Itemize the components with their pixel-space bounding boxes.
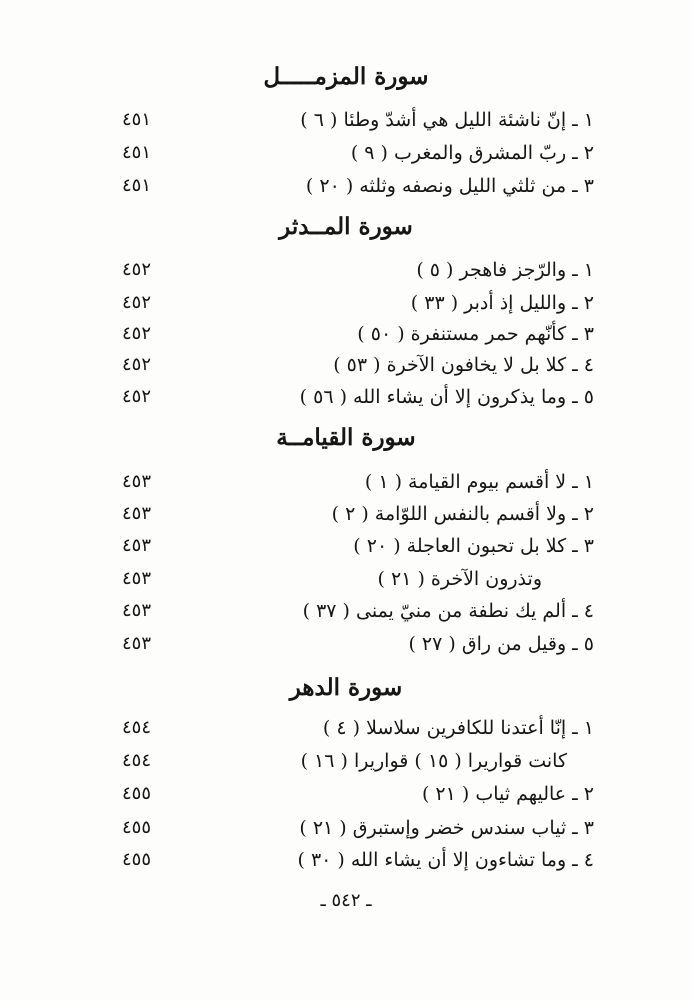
index-entry (0, 812, 692, 844)
page-number: ـ ٥٤٢ ـ (320, 890, 372, 911)
entry-text: ٣ ـ كلا بل تحبون العاجلة ( ٢٠ ) (353, 535, 594, 557)
entry-text: ٢ ـ ربّ المشرق والمغرب ( ٩ ) (350, 142, 594, 164)
index-entry (0, 595, 692, 627)
index-entry (0, 318, 692, 350)
entry-page-number: ٤٥٢ (122, 354, 152, 375)
index-entry (0, 498, 692, 530)
entry-text: ١ ـ لا أقسم بيوم القيامة ( ١ ) (364, 471, 594, 493)
section-title-muzzammil: سورة المزمـــــل (263, 63, 429, 90)
index-entry (0, 778, 692, 810)
entry-page-number: ٤٥٣ (122, 568, 152, 589)
entry-text: ١ ـ إنّ ناشئة الليل هي أشدّ وطئا ( ٦ ) (300, 109, 594, 131)
entry-text: ٥ ـ وقيل من راق ( ٢٧ ) (408, 633, 594, 655)
index-entry (0, 530, 692, 562)
section-title-dahr: سورة الدهر (289, 674, 403, 701)
entry-text: ٤ ـ ألم يك نطفة من منيّ يمنى ( ٣٧ ) (302, 600, 594, 622)
index-entry (0, 287, 692, 319)
entry-page-number: ٤٥٢ (122, 323, 152, 344)
entry-page-number: ٤٥٣ (122, 471, 152, 492)
entry-page-number: ٤٥١ (122, 175, 152, 196)
index-entry (0, 844, 692, 876)
entry-page-number: ٤٥٥ (122, 817, 152, 838)
entry-page-number: ٤٥٤ (122, 750, 152, 771)
entry-text: ٤ ـ كلا بل لا يخافون الآخرة ( ٥٣ ) (333, 354, 594, 376)
entry-page-number: ٤٥٤ (122, 717, 152, 738)
entry-text: ٣ ـ ثياب سندس خضر وإستبرق ( ٢١ ) (299, 817, 594, 839)
index-entry-continuation (0, 563, 692, 595)
entry-text: ٢ ـ عاليهم ثياب ( ٢١ ) (421, 783, 594, 805)
entry-page-number: ٤٥١ (122, 142, 152, 163)
entry-page-number: ٤٥٣ (122, 503, 152, 524)
index-entry (0, 628, 692, 660)
index-entry (0, 712, 692, 744)
index-entry (0, 466, 692, 498)
entry-page-number: ٤٥٢ (122, 386, 152, 407)
section-title-muddaththir: سورة المــدثر (279, 213, 413, 240)
entry-page-number: ٤٥٢ (122, 259, 152, 280)
index-entry-continuation (0, 745, 692, 777)
entry-text: ٥ ـ وما يذكرون إلا أن يشاء الله ( ٥٦ ) (299, 386, 594, 408)
entry-text: كانت قواريرا ( ١٥ ) قواريرا ( ١٦ ) (300, 750, 567, 772)
entry-text: ٤ ـ وما تشاءون إلا أن يشاء الله ( ٣٠ ) (297, 849, 594, 871)
entry-text: ٣ ـ من ثلثي الليل ونصفه وثلثه ( ٢٠ ) (305, 175, 594, 197)
index-entry (0, 137, 692, 169)
index-entry (0, 349, 692, 381)
section-title-qiyamah: سورة القيامــة (276, 424, 416, 451)
index-entry (0, 254, 692, 286)
index-entry (0, 170, 692, 202)
index-entry (0, 104, 692, 136)
entry-page-number: ٤٥٢ (122, 292, 152, 313)
entry-text: وتذرون الآخرة ( ٢١ ) (377, 568, 542, 590)
entry-page-number: ٤٥٣ (122, 633, 152, 654)
entry-text: ١ ـ والرّجز فاهجر ( ٥ ) (416, 259, 594, 281)
entry-page-number: ٤٥٣ (122, 600, 152, 621)
entry-text: ٢ ـ والليل إذ أدبر ( ٣٣ ) (410, 292, 594, 314)
entry-text: ٣ ـ كأنّهم حمر مستنفرة ( ٥٠ ) (357, 323, 594, 345)
entry-page-number: ٤٥٥ (122, 849, 152, 870)
entry-text: ١ ـ إنّا أعتدنا للكافرين سلاسلا ( ٤ ) (322, 717, 594, 739)
index-entry (0, 381, 692, 413)
entry-page-number: ٤٥٣ (122, 535, 152, 556)
entry-page-number: ٤٥١ (122, 109, 152, 130)
entry-page-number: ٤٥٥ (122, 783, 152, 804)
entry-text: ٢ ـ ولا أقسم بالنفس اللوّامة ( ٢ ) (331, 503, 594, 525)
